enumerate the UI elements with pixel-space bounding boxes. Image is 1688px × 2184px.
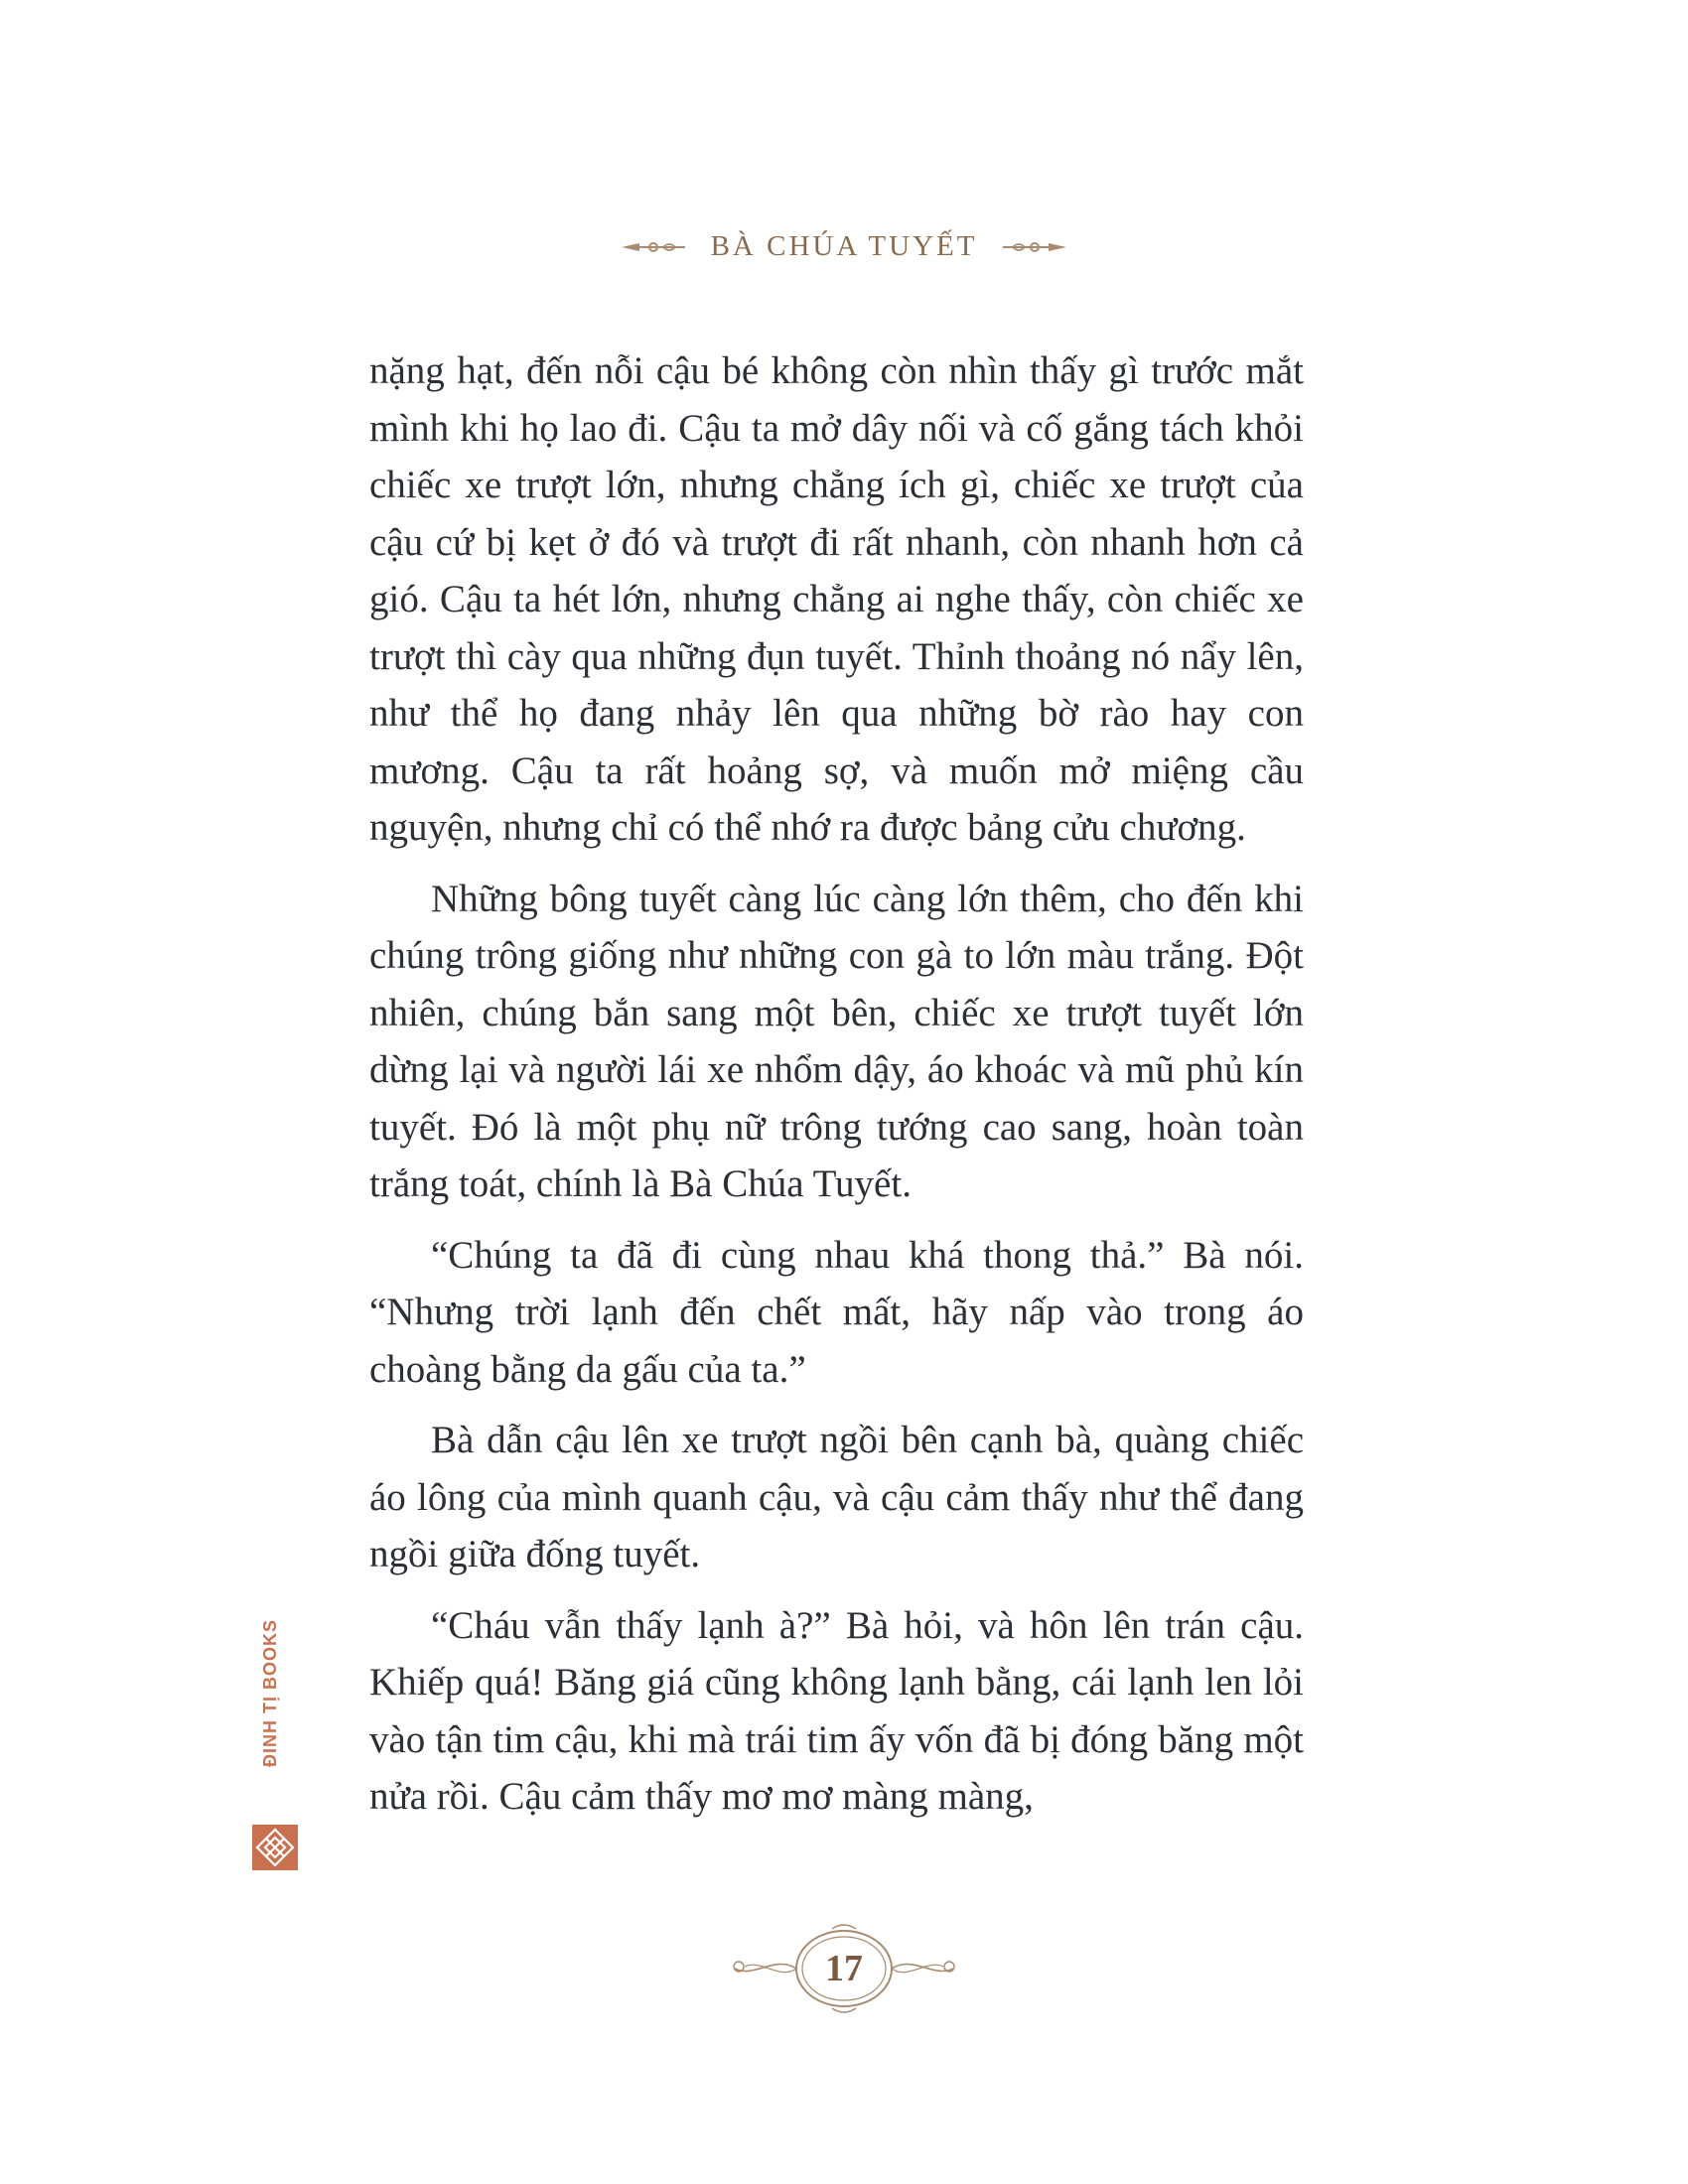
body-text [369, 342, 1304, 1840]
page-number-frame [715, 1919, 973, 2018]
left-flourish-icon [620, 239, 689, 255]
paragraph: “Chúng ta đã đi cùng nhau khá thong thả.” Bà nói. “Nhưng trời lạnh đến chết mất, hãy nấp vào trong áo choàng bằng da gấu của ta.” [369, 1233, 1304, 1391]
paragraph: Bà dẫn cậu lên xe trượt ngồi bên cạnh bà, quàng chiếc áo lông của mình quanh cậu, và cậu cảm thấy như thể đang ngồi giữa đống tuyết. [369, 1419, 1304, 1575]
right-flourish-icon [999, 239, 1068, 255]
diamond-lattice-icon [252, 1825, 298, 1874]
running-header [0, 230, 1688, 263]
page-number: 17 [825, 1948, 863, 1989]
paragraph: Những bông tuyết càng lúc càng lớn thêm, cho đến khi chúng trông giống như những con gà to lớn màu trắng. Đột nhiên, chúng bắn sang một bên, chiếc xe trượt tuyết lớn dừng lại và người lái xe nhổm dậy, áo khoác và mũ phủ kín tuyết. Đó là một phụ nữ trông tướng cao sang, hoàn toàn trắng toát, chính là Bà Chúa Tuyết. [369, 877, 1304, 1205]
paragraph: “Cháu vẫn thấy lạnh à?” Bà hỏi, và hôn lên trán cậu. Khiếp quá! Băng giá cũng không lạnh bằng, cái lạnh len lỏi vào tận tim cậu, khi mà trái tim ấy vốn đã bị đóng băng một nửa rồi. Cậu cảm thấy mơ mơ màng màng, [369, 1603, 1304, 1818]
publisher-name: ĐINH TỊ BOOKS [260, 1618, 280, 1767]
running-header-title: BÀ CHÚA TUYẾT [710, 230, 978, 262]
paragraph: nặng hạt, đến nỗi cậu bé không còn nhìn thấy gì trước mắt mình khi họ lao đi. Cậu ta mở dây nối và cố gắng tách khỏi chiếc xe trượt lớn, nhưng chẳng ích gì, chiếc xe trượt của cậu cứ bị kẹt ở đó và trượt đi rất nhanh, còn nhanh hơn cả gió. Cậu ta hét lớn, nhưng chẳng ai nghe thấy, còn chiếc xe trượt thì cày qua những đụn tuyết. Thỉnh thoảng nó nẩy lên, như thể họ đang nhảy lên qua những bờ rào hay con mương. Cậu ta rất hoảng sợ, và muốn mở miệng cầu nguyện, nhưng chỉ có thể nhớ ra được bảng cửu chương. [369, 349, 1304, 849]
